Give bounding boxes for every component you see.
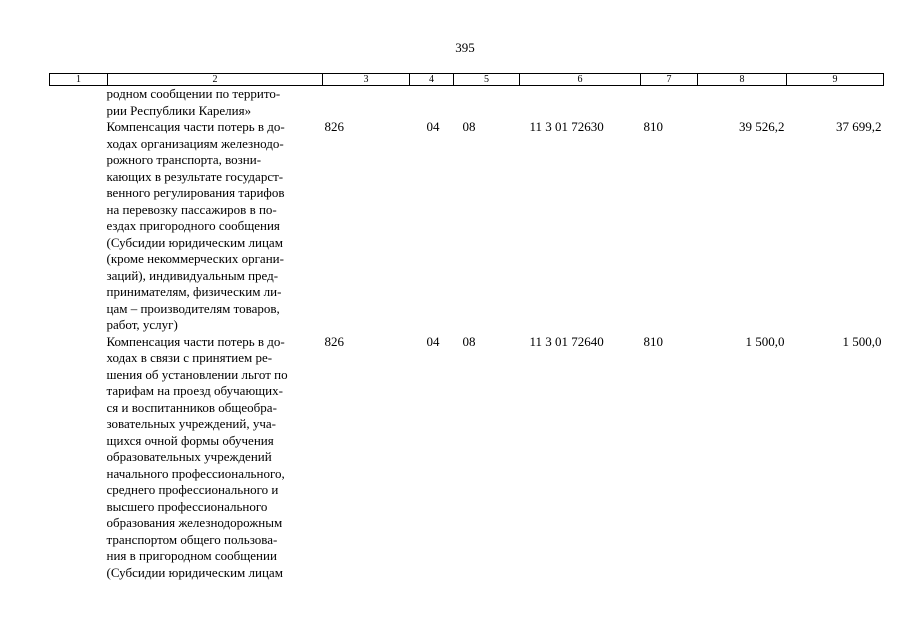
description-line: ездах пригородного сообщения — [106, 218, 280, 233]
description-line: (Субсидии юридическим лицам — [106, 234, 283, 250]
cell-expense-type — [641, 86, 698, 120]
description-line: Компенсация части потерь в до- — [106, 119, 285, 134]
description-line: венного регулирования тарифов — [106, 185, 285, 200]
cell-amount-2: 37 699,2 — [836, 119, 882, 134]
description-line: ходах организациям железнодо- — [106, 135, 284, 151]
cell-subsection: 08 — [462, 333, 476, 349]
cell-ministry-code: 826 — [324, 119, 344, 134]
row-description — [50, 334, 323, 582]
cell-expense-type: 810 — [643, 333, 663, 349]
description-line: работ, услуг) — [106, 317, 178, 332]
cell-subsection: 08 — [462, 119, 476, 134]
cell-amount-1 — [698, 86, 787, 120]
cell-section: 04 — [426, 333, 440, 349]
description-line: среднего профессионального и — [106, 482, 279, 497]
cell-ministry-code — [323, 86, 410, 120]
description-line: образовательных учреждений — [106, 449, 272, 464]
description-line: щихся очной формы обучения — [106, 432, 274, 448]
description-line: тарифам на проезд обучающих- — [106, 383, 283, 398]
description-line: (Субсидии юридическим лицам — [106, 564, 283, 580]
cell-target-article: 11 3 01 72630 — [529, 119, 604, 134]
page-number: 395 — [455, 40, 475, 55]
description-line: родном сообщении по террито- — [106, 86, 281, 101]
row-description — [50, 86, 323, 120]
cell-section: 04 — [426, 119, 440, 134]
cell-amount-1: 39 526,2 — [739, 119, 785, 134]
column-header: 1 — [50, 74, 108, 86]
table-row — [50, 86, 884, 120]
description-line: рии Республики Карелия» — [106, 102, 252, 118]
cell-subsection — [454, 86, 520, 120]
description-line: транспортом общего пользова- — [106, 531, 278, 547]
column-number-row — [50, 74, 884, 86]
description-line: на перевозку пассажиров в по- — [106, 201, 277, 217]
description-line: зовательных учреждений, уча- — [106, 416, 276, 431]
description-line: цам – производителям товаров, — [106, 300, 280, 316]
column-header: 8 — [698, 74, 787, 86]
cell-section — [410, 86, 454, 120]
column-header: 5 — [454, 74, 520, 86]
cell-amount-2 — [787, 86, 884, 120]
row-description — [50, 119, 323, 334]
column-header: 2 — [108, 74, 323, 86]
column-header: 6 — [520, 74, 641, 86]
description-line: принимателям, физическим ли- — [106, 284, 282, 299]
cell-target-article: 11 3 01 72640 — [529, 333, 604, 349]
description-line: высшего профессионального — [106, 498, 268, 514]
table-row — [50, 334, 884, 582]
description-line: кающих в результате государст- — [106, 168, 284, 184]
column-header: 3 — [323, 74, 410, 86]
description-line: заций), индивидуальным пред- — [106, 267, 279, 283]
description-line: ходах в связи с принятием ре- — [106, 350, 273, 365]
description-line: ния в пригородном сообщении — [106, 548, 277, 563]
description-line: (кроме некоммерческих органи- — [106, 251, 284, 266]
column-header: 9 — [787, 74, 884, 86]
cell-ministry-code: 826 — [324, 333, 344, 349]
description-line: рожного транспорта, возни- — [106, 152, 262, 167]
column-header: 4 — [410, 74, 454, 86]
description-line: начального профессионального, — [106, 465, 285, 481]
cell-target-article — [520, 86, 641, 120]
column-header: 7 — [641, 74, 698, 86]
description-line: шения об установлении льгот по — [106, 366, 288, 382]
cell-amount-1: 1 500,0 — [745, 333, 785, 349]
table-row — [50, 119, 884, 334]
description-line: образования железнодорожным — [106, 515, 283, 530]
cell-expense-type: 810 — [643, 119, 663, 134]
description-line: Компенсация части потерь в до- — [106, 333, 285, 349]
cell-amount-2: 1 500,0 — [842, 333, 882, 349]
description-line: ся и воспитанников общеобра- — [106, 399, 277, 415]
budget-table — [49, 73, 884, 581]
